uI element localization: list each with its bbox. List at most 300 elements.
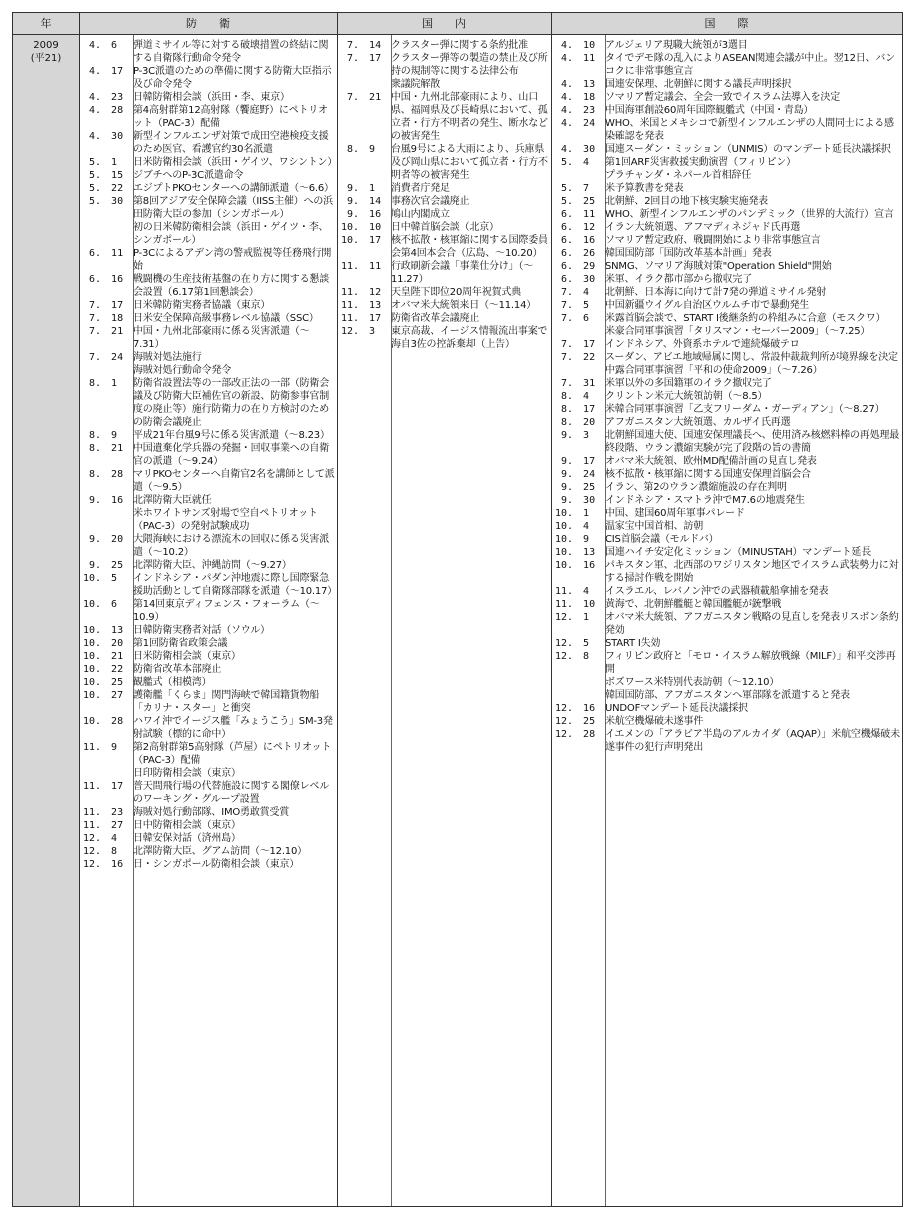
event-text: 中国海軍創設60周年国際観艦式（中国・青島）	[605, 105, 814, 116]
event-date: 10. 25	[83, 677, 124, 688]
event-date: 11. 27	[83, 820, 124, 831]
event-row	[83, 637, 335, 650]
event-date	[555, 689, 605, 702]
event-date: 8. 9	[83, 430, 118, 441]
event-row	[555, 429, 900, 455]
event-date: 10. 17	[341, 235, 382, 246]
event-text: WHO、米国とメキシコで新型インフルエンザの人間同士による感染確認を発表	[605, 118, 894, 142]
event-text: 鳩山内閣成立	[391, 209, 450, 220]
event-date: 7. 17	[341, 53, 382, 64]
event-row	[83, 780, 335, 806]
event-date: 9. 24	[555, 469, 596, 480]
event-text: 黄海で、北朝鮮艦艇と韓国艦艇が銃撃戦	[605, 599, 782, 610]
event-date: 6. 11	[83, 248, 124, 259]
event-row	[555, 390, 900, 403]
event-date: 5. 15	[83, 170, 124, 181]
event-text: クラスター弾等の製造の禁止及び所持の規制等に関する法律公布	[391, 53, 548, 77]
event-date	[83, 507, 133, 533]
year-column	[13, 35, 79, 1206]
event-row	[341, 234, 549, 260]
event-date: 12. 8	[555, 651, 590, 662]
event-date: 12. 8	[83, 846, 118, 857]
event-text: 防衛省改革本部廃止	[133, 664, 222, 675]
event-text: 中国遺棄化学兵器の発掘・回収事業への自衛官の派遣（〜9.24）	[133, 443, 329, 467]
event-row	[555, 403, 900, 416]
event-date: 5. 1	[83, 157, 118, 168]
event-text: ジブチへのP-3C派遣命令	[133, 170, 244, 181]
event-date: 5. 22	[83, 183, 124, 194]
event-text: 普天間飛行場の代替施設に関する閣僚レベルのワーキング・グループ設置	[133, 781, 329, 805]
divider	[79, 13, 80, 1206]
event-row	[341, 39, 549, 52]
event-row	[555, 533, 900, 546]
event-row	[83, 572, 338, 598]
event-row	[83, 533, 335, 559]
event-date: 9. 14	[341, 196, 382, 207]
event-row	[83, 65, 335, 91]
event-date: 4. 30	[83, 131, 124, 142]
event-date: 7. 17	[83, 300, 124, 311]
event-text: UNDOFマンデート延長決議採択	[605, 703, 748, 714]
event-text: 第14回東京ディフェンス・フォーラム（〜10.9）	[133, 599, 320, 623]
event-text: 海賊対処法施行	[133, 352, 202, 363]
event-row	[555, 143, 900, 156]
event-date	[83, 364, 133, 377]
event-text: 初の日米韓防衛相会談（浜田・ゲイツ・李、シンガポール）	[133, 222, 329, 246]
event-text: 台風9号による大雨により、兵庫県及び岡山県において孤立者・行方不明者等の被害発生	[391, 144, 548, 181]
event-date: 10. 20	[83, 638, 124, 649]
event-text: 北朝鮮、2回目の地下核実験実施発表	[605, 196, 768, 207]
event-date: 12. 1	[555, 612, 590, 623]
event-date	[83, 221, 133, 247]
event-row	[83, 767, 335, 780]
event-date: 7. 14	[341, 40, 382, 51]
event-row	[341, 325, 549, 351]
event-date: 11. 9	[83, 742, 118, 753]
event-date: 9. 20	[83, 534, 124, 545]
event-text: 米軍、イラク都市部から撤収完了	[605, 274, 752, 285]
event-text: 米軍以外の多国籍軍のイラク撤収完了	[605, 378, 772, 389]
event-row	[341, 221, 549, 234]
event-row	[83, 429, 335, 442]
event-row	[555, 273, 900, 286]
event-text: パキスタン軍、北西部のワジリスタン地区でイスラム武装勢力に対する掃討作戦を開始	[605, 560, 899, 584]
event-row	[555, 650, 900, 676]
event-row	[83, 442, 335, 468]
event-row	[341, 260, 549, 286]
event-text: アルジェリア現職大統領が3選目	[605, 40, 748, 51]
event-date: 11. 13	[341, 300, 382, 311]
header-international: 国 際	[551, 13, 902, 35]
event-text: 北朝鮮、日本海に向けて計7発の弾道ミサイル発射	[605, 287, 827, 298]
event-date: 10. 21	[83, 651, 124, 662]
event-text: 国連安保理、北朝鮮に関する議長声明採択	[605, 79, 792, 90]
event-text: 衆議院解散	[391, 79, 440, 90]
event-row	[555, 286, 900, 299]
event-text: 天皇陛下即位20周年祝賀式典	[391, 287, 521, 298]
event-text: 護衛艦「くらま」関門海峡で韓国籍貨物船「カリナ・スター」と衝突	[133, 690, 320, 714]
event-row	[83, 364, 335, 377]
event-text: 観艦式（相模湾）	[133, 677, 212, 688]
event-text: 第1回防衛省政策会議	[133, 638, 228, 649]
event-text: 温家宝中国首相、訪朝	[605, 521, 703, 532]
event-row	[83, 559, 335, 572]
event-date: 12. 28	[555, 729, 596, 740]
event-date: 5. 25	[555, 196, 596, 207]
event-date: 6. 16	[555, 235, 596, 246]
event-row	[555, 52, 900, 78]
header-year: 年	[13, 13, 79, 35]
event-row	[555, 585, 900, 598]
event-date: 7. 6	[555, 313, 590, 324]
event-row	[83, 715, 335, 741]
event-row	[555, 338, 900, 351]
event-row	[341, 143, 549, 182]
defense-column	[83, 39, 338, 871]
event-date: 5. 30	[83, 196, 124, 207]
event-row	[555, 637, 900, 650]
event-row	[83, 806, 335, 819]
chronology-table	[12, 12, 903, 1207]
event-row	[83, 819, 335, 832]
event-date: 4. 10	[555, 40, 596, 51]
event-row	[341, 312, 549, 325]
event-row	[555, 117, 900, 143]
event-row	[83, 507, 335, 533]
event-row	[83, 195, 335, 221]
event-row	[555, 611, 900, 637]
year-label: 2009 (平21)	[30, 40, 62, 64]
event-date	[555, 676, 605, 689]
event-text: スーダン、アビエ地域帰属に関し、常設仲裁裁判所が境界線を決定	[605, 352, 898, 363]
event-date: 4. 6	[83, 40, 118, 51]
event-text: 大隈海峡における漂流木の回収に係る災害派遣（〜10.2）	[133, 534, 329, 558]
event-date: 6. 30	[555, 274, 596, 285]
event-date	[555, 169, 605, 182]
event-text: 中国、建国60周年軍事パレード	[605, 508, 745, 519]
event-date: 11. 11	[341, 261, 382, 272]
event-text: インドネシア、外資系ホテルで連続爆破テロ	[605, 339, 800, 350]
event-row	[83, 312, 335, 325]
event-text: 日韓防衛相会談（浜田・李、東京）	[133, 92, 290, 103]
event-date: 11. 4	[555, 586, 590, 597]
event-date	[555, 364, 605, 377]
event-row	[83, 377, 335, 429]
event-date: 10. 16	[555, 560, 596, 571]
event-text: 核不拡散・核軍縮に関する国連安保理首脳会合	[605, 469, 811, 480]
event-row	[555, 325, 900, 338]
event-text: 海賊対処行動部隊、IMO勇敢賞受賞	[133, 807, 290, 818]
event-text: 北澤防衛大臣、グアム訪問（〜12.10）	[133, 846, 307, 857]
event-text: 海賊対処行動命令発令	[133, 365, 231, 376]
event-text: オバマ米大統領、アフガニスタン戦略の見直しを発表リスボン条約発効	[605, 612, 899, 636]
event-text: オバマ米大統領、欧州MD配備計画の見直し発表	[605, 456, 817, 467]
event-row	[555, 312, 900, 325]
event-date: 6. 29	[555, 261, 596, 272]
event-date: 10. 4	[555, 521, 590, 532]
event-row	[83, 351, 335, 364]
event-text: 日米安全保障高級事務レベル協議（SSC）	[133, 313, 319, 324]
event-date: 8. 9	[341, 144, 376, 155]
event-row	[555, 494, 900, 507]
event-date: 11. 17	[83, 781, 124, 792]
event-date: 4. 17	[83, 66, 124, 77]
event-row	[555, 689, 900, 702]
event-date: 7. 22	[555, 352, 596, 363]
event-text: 弾道ミサイル等に対する破壊措置の終結に関する自衛隊行動命令発令	[133, 40, 329, 64]
event-text: 第4高射群第12高射隊（饗庭野）にペトリオット（PAC-3）配備	[133, 105, 328, 129]
event-date: 12. 4	[83, 833, 118, 844]
event-date: 7. 21	[83, 326, 124, 337]
event-text: 東京高裁、イージス情報流出事案で海自3佐の控訴棄却（上告）	[391, 326, 548, 350]
event-text: ソマリア暫定議会、全会一致でイスラム法導入を決定	[605, 92, 840, 103]
event-row	[83, 494, 335, 507]
event-row	[555, 728, 900, 754]
event-date: 5. 4	[555, 157, 590, 168]
event-row	[83, 598, 335, 624]
event-row	[83, 130, 335, 156]
event-text: 日韓安保対話（済州島）	[133, 833, 241, 844]
event-row	[555, 598, 900, 611]
event-text: 日中防衛相会談（東京）	[133, 820, 241, 831]
event-text: インドネシア・パダン沖地震に際し国際緊急援助活動として自衛隊部隊を派遣（〜10.17）	[133, 573, 338, 597]
event-date: 9. 16	[341, 209, 382, 220]
event-row	[555, 260, 900, 273]
event-date: 6. 26	[555, 248, 596, 259]
event-text: 中国・九州北部豪雨に係る災害派遣（〜7.31）	[133, 326, 310, 350]
event-row	[555, 169, 900, 182]
header-defense: 防 衛	[79, 13, 337, 35]
event-row	[83, 104, 335, 130]
event-row	[555, 468, 900, 481]
event-date: 10. 22	[83, 664, 124, 675]
event-text: 核不拡散・核軍縮に関する国際委員会第4回本会合（広島、〜10.20）	[391, 235, 548, 259]
event-text: 米豪合同軍事演習「タリスマン・セーバー2009」（〜7.25）	[605, 326, 871, 337]
event-row	[83, 832, 335, 845]
event-text: 米ホワイトサンズ射場で空自ペトリオット（PAC-3）の発射試験成功	[133, 508, 318, 532]
event-date: 10. 9	[555, 534, 590, 545]
event-text: SNMG、ソマリア海賊対策"Operation Shield"開始	[605, 261, 832, 272]
international-column	[555, 39, 900, 754]
event-text: 第1回ARF災害救援実動演習（フィリピン）	[605, 157, 796, 168]
event-date: 11. 23	[83, 807, 124, 818]
event-date: 7. 4	[555, 287, 590, 298]
event-text: イラン大統領選、アフマディネジャド氏再選	[605, 222, 800, 233]
event-text: WHO、新型インフルエンザのパンデミック（世界的大流行）宣言	[605, 209, 894, 220]
event-date: 9. 30	[555, 495, 596, 506]
event-text: P-3C派遣のための準備に関する防衛大臣指示及び命令発令	[133, 66, 332, 90]
event-date: 12. 16	[555, 703, 596, 714]
event-row	[555, 364, 900, 377]
event-text: 日米防衛相会談（東京）	[133, 651, 241, 662]
event-date	[555, 325, 605, 338]
event-date: 9. 17	[555, 456, 596, 467]
event-text: イラン、第2のウラン濃縮施設の存在判明	[605, 482, 787, 493]
event-date: 9. 25	[555, 482, 596, 493]
event-date: 11. 12	[341, 287, 382, 298]
event-row	[83, 676, 335, 689]
event-text: タイでデモ隊の乱入によりASEAN関連会議が中止。翌12日、バンコクに非常事態宣言	[605, 53, 895, 77]
event-text: 米露首脳会談で、START I後継条約の枠組みに合意（モスクワ）	[605, 313, 886, 324]
event-date: 10. 1	[555, 508, 590, 519]
event-row	[341, 195, 549, 208]
event-row	[83, 221, 335, 247]
event-row	[555, 78, 900, 91]
event-row	[555, 182, 900, 195]
event-row	[555, 507, 900, 520]
event-text: ボズワース米特別代表訪朝（〜12.10）	[605, 677, 780, 688]
event-date: 10. 13	[555, 547, 596, 558]
event-row	[83, 468, 335, 494]
event-row	[555, 455, 900, 468]
event-row	[555, 195, 900, 208]
event-date: 8. 21	[83, 443, 124, 454]
event-row	[555, 676, 900, 689]
event-row	[555, 208, 900, 221]
event-date: 7. 21	[341, 92, 382, 103]
event-date: 11. 17	[341, 313, 382, 324]
event-text: 中国新疆ウイグル自治区ウルムチ市で暴動発生	[605, 300, 810, 311]
event-row	[83, 650, 335, 663]
event-date: 4. 18	[555, 92, 596, 103]
event-row	[555, 351, 900, 364]
event-date: 8. 20	[555, 417, 596, 428]
event-date: 10. 6	[83, 599, 118, 610]
event-row	[83, 156, 338, 169]
event-date: 9. 1	[341, 183, 376, 194]
event-date: 7. 24	[83, 352, 124, 363]
event-row	[555, 156, 900, 169]
event-date: 8. 4	[555, 391, 590, 402]
event-date: 7. 5	[555, 300, 590, 311]
event-row	[555, 416, 900, 429]
event-text: 戦闘機の生産技術基盤の在り方に関する懇談会設置（6.17第1回懇談会）	[133, 274, 329, 298]
event-row	[555, 299, 900, 312]
event-row	[83, 624, 335, 637]
event-text: P-3Cによるアデン湾の警戒監視等任務飛行開始	[133, 248, 332, 272]
divider	[337, 13, 338, 1206]
event-text: ソマリア暫定政府、戦闘開始により非常事態宣言	[605, 235, 821, 246]
event-date: 9. 25	[83, 560, 124, 571]
event-date: 10. 13	[83, 625, 124, 636]
event-date: 10. 28	[83, 716, 124, 727]
event-text: アフガニスタン大統領選、カルザイ氏再選	[605, 417, 791, 428]
event-row	[83, 169, 335, 182]
event-text: 新型インフルエンザ対策で成田空港検疫支援のため医官、看護官约30名派遣	[133, 131, 329, 155]
event-text: オバマ米大統領来日（〜11.14）	[391, 300, 537, 311]
event-row	[83, 845, 335, 858]
event-date: 10. 10	[341, 222, 382, 233]
event-row	[555, 546, 900, 559]
event-row	[341, 52, 549, 78]
event-row	[341, 299, 549, 312]
event-date: 10. 27	[83, 690, 124, 701]
event-row	[341, 286, 549, 299]
event-row	[83, 325, 335, 351]
event-date: 9. 3	[555, 430, 590, 441]
event-date: 12. 25	[555, 716, 596, 727]
event-text: インドネシア・スマトラ沖でM7.6の地震発生	[605, 495, 805, 506]
event-row	[83, 663, 335, 676]
event-row	[555, 221, 900, 234]
event-row	[83, 299, 335, 312]
event-row	[555, 377, 900, 390]
event-date: 12. 3	[341, 326, 376, 337]
event-date: 7. 31	[555, 378, 596, 389]
event-text: 日韓防衛実務者対話（ソウル）	[133, 625, 270, 636]
event-text: 北澤防衛大臣就任	[133, 495, 212, 506]
event-date: 4. 23	[83, 92, 124, 103]
event-row	[555, 702, 900, 715]
event-date: 4. 11	[555, 53, 596, 64]
event-text: 消費者庁発足	[391, 183, 450, 194]
event-text: 米予算教書を発表	[605, 183, 684, 194]
event-row	[83, 182, 335, 195]
event-text: 米韓合同軍事演習「乙支フリーダム・ガーディアン」（〜8.27）	[605, 404, 885, 415]
event-text: 北朝鮮国連大使、国連安保理議長へ、使用済み核燃料棒の再処理最終段階、ウラン濃縮実験が完了段階の旨の書簡	[605, 430, 899, 454]
event-text: START I失効	[605, 638, 661, 649]
event-text: 中国・九州北部豪雨により、山口県、福岡県及び長崎県において、孤立者・行方不明者の発生、断水などの被害発生	[391, 92, 548, 142]
event-date: 12. 16	[83, 859, 124, 870]
event-date: 4. 23	[555, 105, 596, 116]
event-date: 6. 11	[555, 209, 596, 220]
event-text: 日印防衛相会談（東京）	[133, 768, 241, 779]
event-text: 日米韓防衛実務者協議（東京）	[133, 300, 271, 311]
event-row	[341, 208, 549, 221]
event-date: 5. 7	[555, 183, 590, 194]
domestic-column	[341, 39, 549, 351]
event-date: 12. 5	[555, 638, 590, 649]
event-text: 中露合同軍事演習「平和の使命2009」（〜7.26）	[605, 365, 823, 376]
event-text: クリントン米元大統領訪朝（〜8.5）	[605, 391, 768, 402]
event-date: 8. 1	[83, 378, 118, 389]
header-domestic: 国 内	[337, 13, 551, 35]
event-text: 北澤防衛大臣、沖縄訪問（〜9.27）	[133, 560, 292, 571]
event-date: 7. 18	[83, 313, 124, 324]
event-row	[83, 247, 335, 273]
event-date: 4. 13	[555, 79, 596, 90]
divider	[551, 13, 552, 1206]
event-text: 平成21年台風9号に係る災害派遣（〜8.23）	[133, 430, 330, 441]
event-row	[83, 39, 335, 65]
event-text: 第2高射群第5高射隊（芦屋）にペトリオット（PAC-3）配備	[133, 742, 332, 766]
event-date: 4. 24	[555, 118, 596, 129]
event-row	[555, 520, 900, 533]
event-row	[341, 91, 549, 143]
event-date: 6. 16	[83, 274, 124, 285]
event-row	[555, 234, 900, 247]
event-row	[83, 858, 335, 871]
event-date: 10. 5	[83, 573, 118, 584]
event-row	[555, 39, 900, 52]
event-text: ハワイ沖でイージス艦「みょうこう」SM-3発射試験（標的に命中）	[133, 716, 333, 740]
event-text: 韓国国防部「国防改革基本計画」発表	[605, 248, 772, 259]
event-text: 行政刷新会議「事業仕分け」（〜11.27）	[391, 261, 533, 285]
event-text: イスラエル、レバノン沖での武器積載船拿捕を発表	[605, 586, 829, 597]
event-row	[555, 559, 900, 585]
event-row	[555, 104, 900, 117]
event-row	[83, 741, 335, 767]
event-text: クラスター弾に関する条約批准	[391, 40, 528, 51]
event-text: CIS首脳会議（モルドバ）	[605, 534, 719, 545]
event-date: 8. 28	[83, 469, 124, 480]
event-date: 11. 10	[555, 599, 596, 610]
event-text: イエメンの「アラビア半島のアルカイダ（AQAP）」米航空機爆破未遂事件の犯行声明発出	[605, 729, 900, 753]
event-date: 9. 16	[83, 495, 124, 506]
event-text: プラチャンダ・ネパール首相辞任	[605, 170, 751, 181]
event-date: 6. 12	[555, 222, 596, 233]
event-text: 第8回アジア安全保障会議（IISS主催）への浜田防衛大臣の参加（シンガポール）	[133, 196, 333, 220]
